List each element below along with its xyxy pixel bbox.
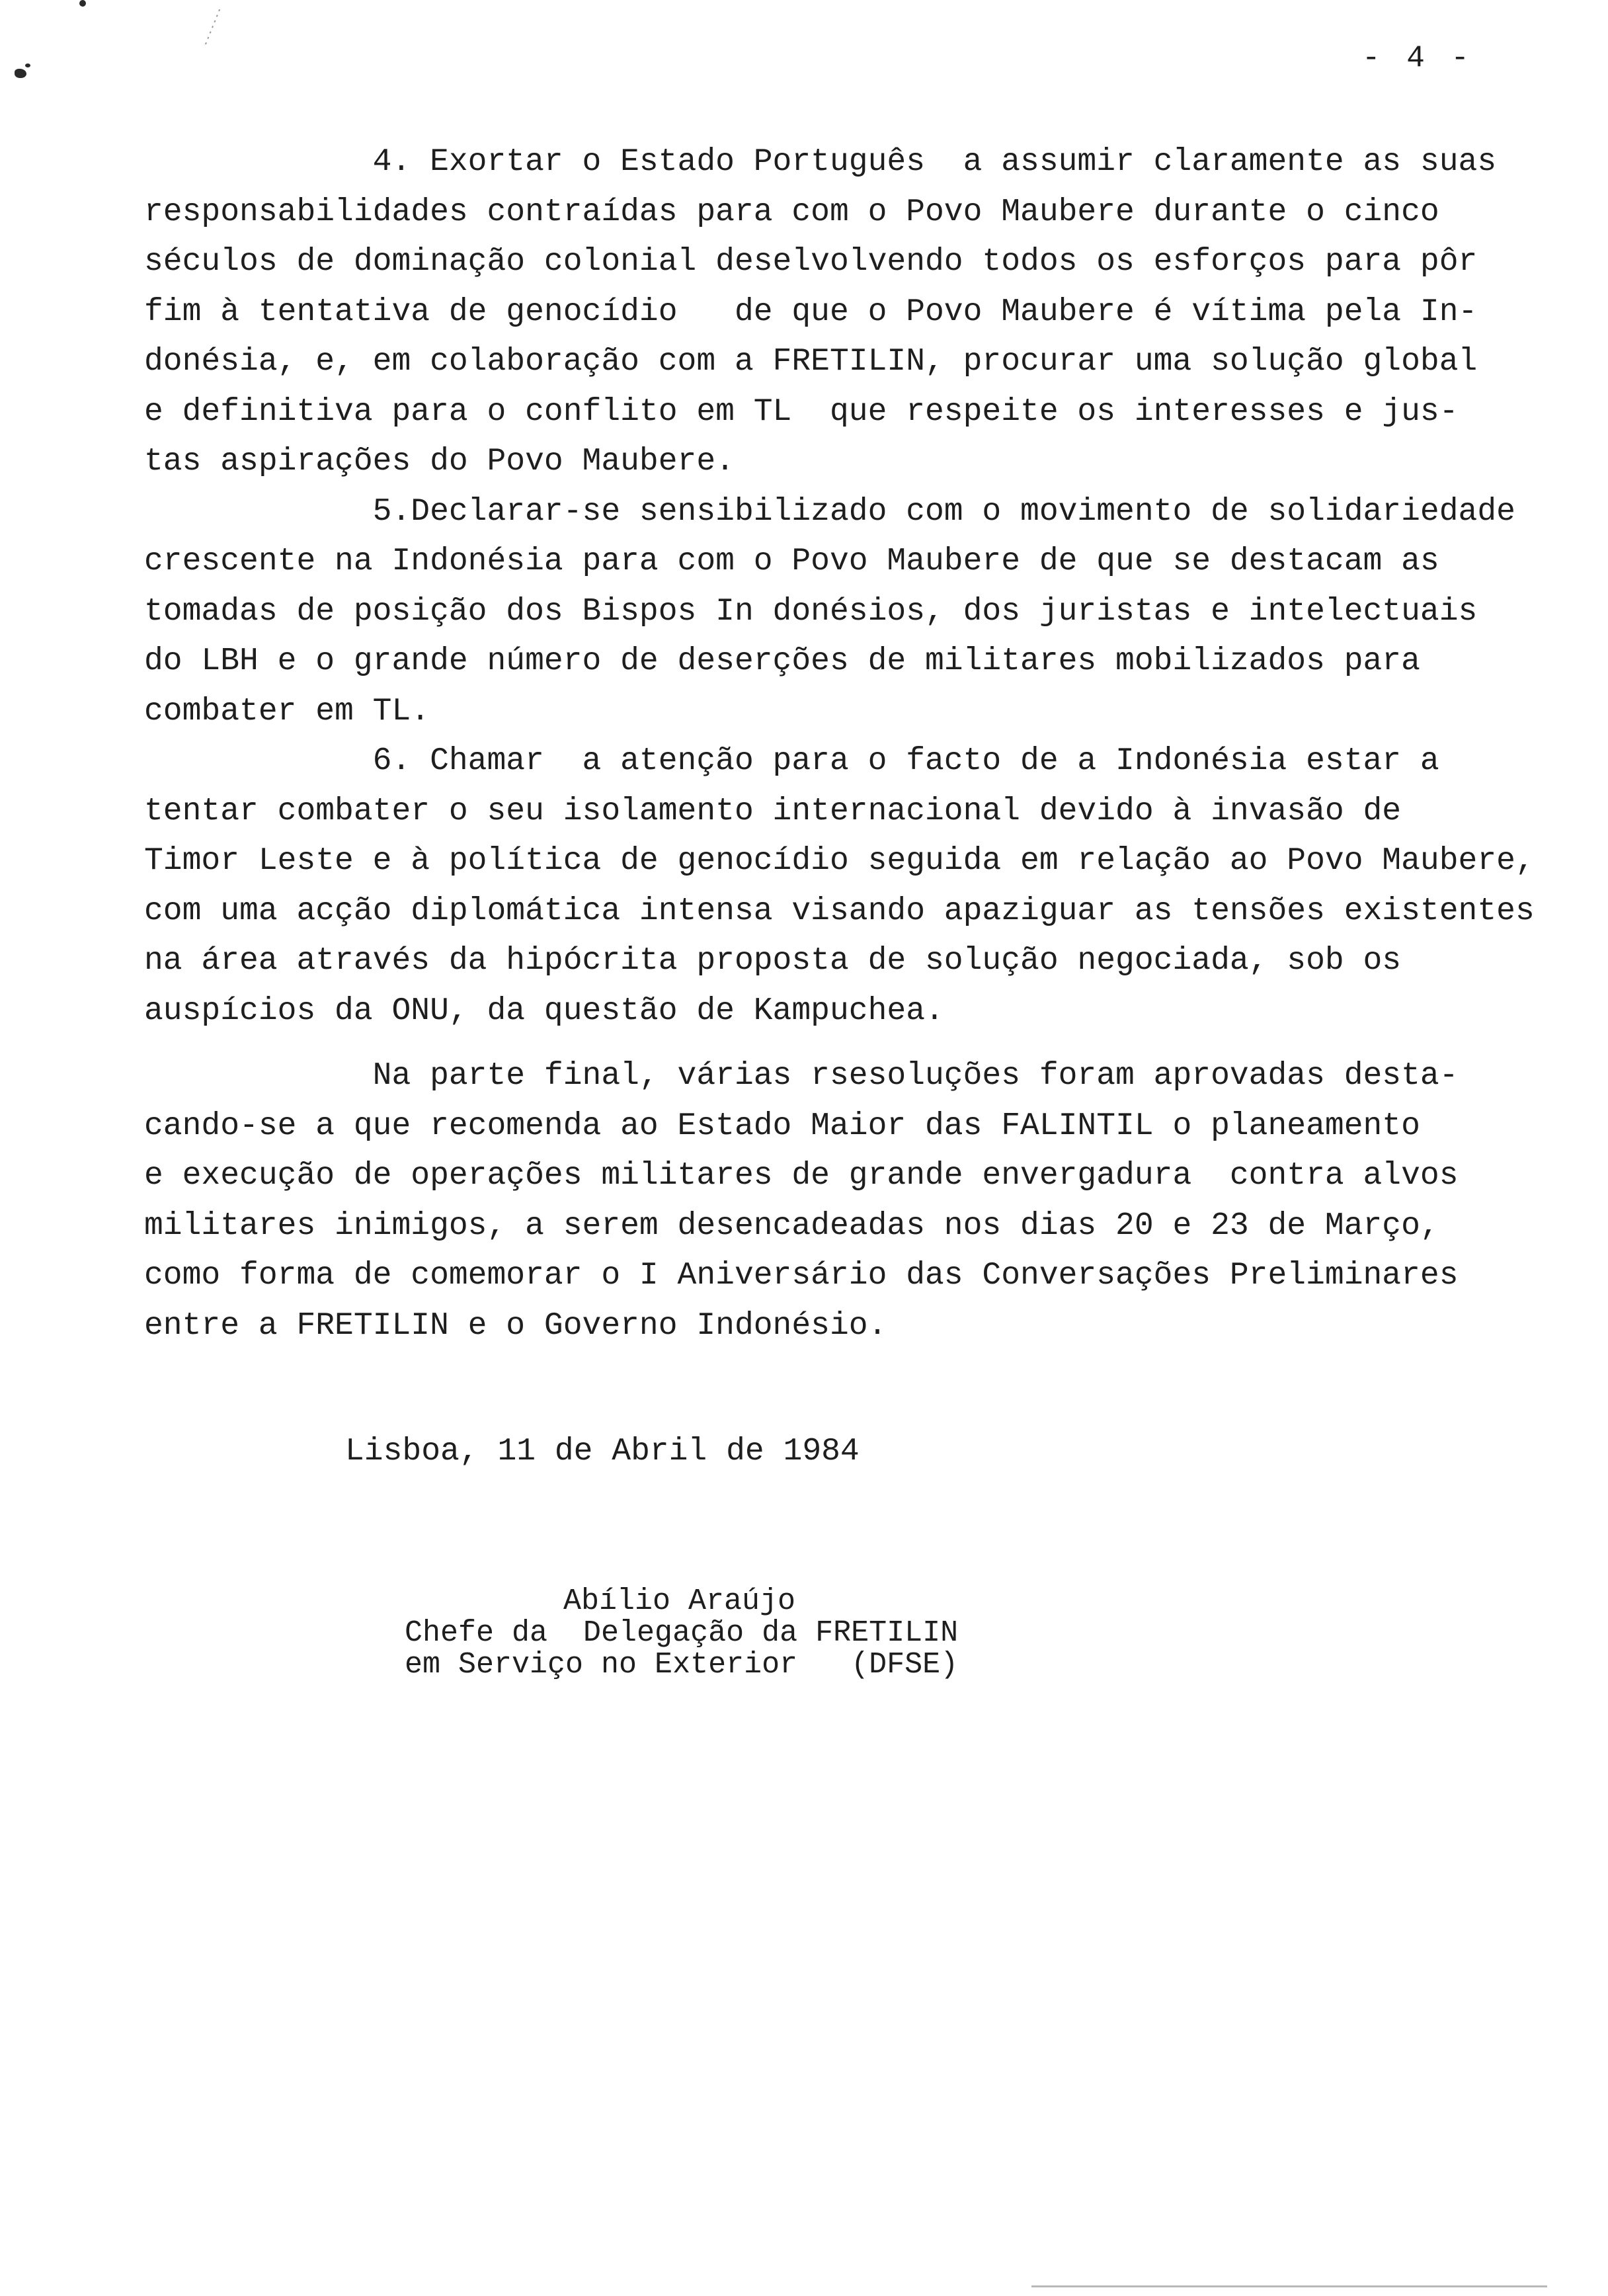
signature-block <box>405 1586 958 1681</box>
signer-name: Abílio Araújo <box>563 1584 796 1618</box>
ink-speck <box>79 0 86 7</box>
ink-speck <box>15 69 26 78</box>
page-edge-line <box>1031 2285 1547 2287</box>
text-line: tas aspirações do Povo Maubere. <box>144 444 735 479</box>
signer-title: em Serviço no Exterior (DFSE) <box>405 1648 959 1682</box>
page-number: - 4 - <box>1362 41 1474 75</box>
text-line: tomadas de posição dos Bispos In donésios, dos juristas e intelectuais <box>144 593 1478 630</box>
text-line: responsabilidades contraídas para com o Povo Maubere durante o cinco <box>144 194 1439 230</box>
text-line: fim à tentativa de genocídio de que o Povo Maubere é vítima pela In- <box>144 294 1478 330</box>
place-date: Lisboa, 11 de Abril de 1984 <box>345 1434 860 1469</box>
text-line: entre a FRETILIN e o Governo Indonésio. <box>144 1307 887 1344</box>
text-line: combater em TL. <box>144 693 430 729</box>
text-line: Timor Leste e à política de genocídio seguida em relação ao Povo Maubere, <box>144 843 1535 879</box>
text-line: do LBH e o grande número de deserções de militares mobilizados para <box>144 643 1420 679</box>
paragraph-gap <box>144 1036 1599 1051</box>
paragraph-closing <box>144 1051 1599 1351</box>
text-line: tentar combater o seu isolamento internacional devido à invasão de <box>144 793 1402 829</box>
text-line: militares inimigos, a serem desencadeadas nos dias 20 e 23 de Março, <box>144 1208 1439 1244</box>
text-line: 5.Declarar-se sensibilizado com o movimento de solidariedade <box>144 493 1515 530</box>
document-body <box>144 138 1599 1351</box>
text-line: na área através da hipócrita proposta de solução negociada, sob os <box>144 943 1402 979</box>
text-line: cando-se a que recomenda ao Estado Maior das FALINTIL o planeamento <box>144 1108 1420 1144</box>
signer-title: Chefe da Delegação da FRETILIN <box>405 1616 959 1650</box>
text-line: donésia, e, em colaboração com a FRETILIN, procurar uma solução global <box>144 344 1478 380</box>
text-line: 6. Chamar a atenção para o facto de a Indonésia estar a <box>144 743 1439 779</box>
paragraph-point-5 <box>144 487 1599 737</box>
paragraph-point-6 <box>144 737 1599 1036</box>
text-line: crescente na Indonésia para com o Povo Maubere de que se destacam as <box>144 544 1439 579</box>
ink-speck <box>25 63 30 67</box>
paragraph-point-4 <box>144 138 1599 487</box>
text-line: séculos de dominação colonial deselvolvendo todos os esforços para pôr <box>144 244 1478 280</box>
text-line: com uma acção diplomática intensa visando apaziguar as tensões existentes <box>144 893 1535 929</box>
text-line: como forma de comemorar o I Aniversário das Conversações Preliminares <box>144 1258 1459 1293</box>
text-line: 4. Exortar o Estado Português a assumir claramente as suas <box>144 144 1497 180</box>
text-line: e execução de operações militares de grande envergadura contra alvos <box>144 1158 1459 1194</box>
scan-dust <box>204 9 220 46</box>
text-line: Na parte final, várias rsesoluções foram aprovadas desta- <box>144 1058 1459 1094</box>
text-line: e definitiva para o conflito em TL que respeite os interesses e jus- <box>144 393 1459 430</box>
text-line: auspícios da ONU, da questão de Kampuchea. <box>144 993 944 1029</box>
